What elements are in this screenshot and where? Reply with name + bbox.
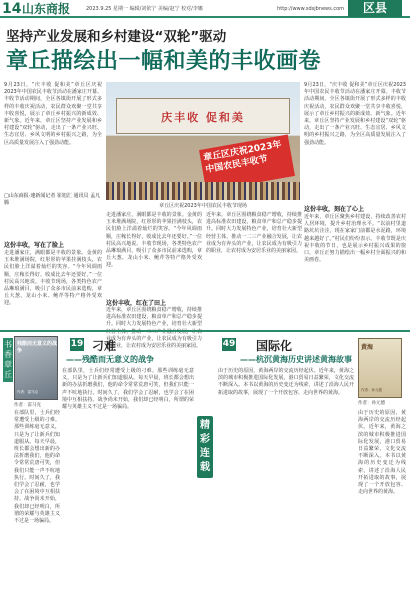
lead-body-mid: 走进潘家庄，满眼都是丰收的景象。金黄的玉米堆满场院，红彤彤的苹果挂满枝头，农民们脸上洋溢着灿烂的笑容。“今年风调雨顺，庄稼长得好，收成比去年还要好。”一位村民高兴地说。丰收节现场，各类特色农产品琳琅满目，吸引了众多市民前来选购，章丘大葱、龙山小米、鲍芹等特产格外受欢迎。 [106, 212, 202, 269]
book-cover-left [14, 336, 58, 400]
lead-intro: 9月23日，“庆丰收 促和美”章丘区庆祝2023年中国农民丰收节活动在潘家庄开幕。丰收节活动期间，全区各镇街开展了形式多样的丰收庆祝活动，农民群众欢聚一堂共享丰收喜悦，展示了章丘乡村振兴的新成效、新气象。近年来，章丘区坚持产业发展和乡村建设“双轮”驱动，走出了一条产业兴旺、生态宜居、乡风文明的乡村振兴之路，为全区高质量发展注入了强劲动能。 [4, 82, 102, 146]
lead-body-left: 走进潘家庄，满眼都是丰收的景象。金黄的玉米堆满场院，红彤彤的苹果挂满枝头，农民们脸上洋溢着灿烂的笑容。“今年风调雨顺，庄稼长得好，收成比去年还要好。”一位村民高兴地说。丰收节现场，各类特色农产品琳琅满目，吸引了众多市民前来选购，章丘大葱、龙山小米、鲍芹等特产格外受欢迎。 [4, 250, 102, 307]
book-left-number: 19 [70, 339, 84, 349]
photo-caption: 章丘区庆祝2023年中国农民丰收节现场 [159, 203, 247, 209]
lead-body-far-2: 近年来，章丘区聚焦乡村建设，持续改善农村人居环境，提升乡村治理水平。“以前村里道路坑坑洼洼，现在家家门前都是水泥路，环境越来越好了。”村民们纷纷表示。丰收节既是庆祝丰收的节日，也是展示乡村振兴成果的窗口，章丘正努力描绘出一幅乡村全面振兴的和美画卷。 [304, 214, 406, 264]
book-left-body-col1: 在部队里，士兵们经常遭受上级的刁难。那些训练毫无意义，只是为了让新兵们知道服从。每天早晨，班长都会想出新的办法折磨我们，他的命令常常荒唐可笑，但我们只能一声不吭地执行。时间久了，我们学会了忍耐，也学会了在困境中互相扶持。战争尚未开始，我们却已经明白，所谓的荣耀与英雄主义不过是一场骗局。 [14, 410, 60, 525]
lead-kicker: 坚持产业发展和乡村建设“双轮”驱动 [6, 29, 227, 45]
lead-subhead-1: 这份丰收，写在了脸上 [4, 242, 65, 249]
photo-crowd [106, 182, 300, 200]
book-left-title: 刁难 [92, 339, 117, 353]
book-cover-right-title: 黄海 [361, 344, 374, 351]
book-right-body-col: 由于历史的原因，黄海两岸的交流历经起伏。近年来，黄海之滨的城市积极推进国际化发展，港口贸易日益繁荣，文化交流不断深入。本书以黄海的历史变迁为线索，讲述了沿海人民开拓进取的故事，展现了一个开放包容、走向世界的黄海。 [358, 410, 406, 496]
book-cover-left-author: 作者：雷马克 [17, 390, 38, 394]
photo-gate [116, 98, 290, 134]
lead-body-far-1: 9月23日，“庆丰收 促和美”章丘区庆祝2023年中国农民丰收节活动在潘家庄开幕。丰收节活动期间，全区各镇街开展了形式多样的丰收庆祝活动，农民群众欢聚一堂共享丰收喜悦，展示了章丘乡村振兴的新成效、新气象。近年来，章丘区坚持产业发展和乡村建设“双轮”驱动，走出了一条产业兴旺、生态宜居、乡风文明的乡村振兴之路，为全区高质量发展注入了强劲动能。 [304, 82, 406, 146]
newspaper-name: 山东商报 [22, 2, 71, 16]
section-divider [0, 330, 410, 332]
book-cover-right [358, 338, 402, 398]
book-right-title: 国际化 [256, 339, 293, 353]
page-header [0, 0, 410, 18]
lead-photo [106, 82, 300, 200]
section-tag: 区县 [348, 0, 402, 17]
book-right-subtitle: ——杭沉黄海历史讲述黄海故事 [240, 355, 352, 364]
photo-banner: 章丘区庆祝2023年中国农民丰收节 [199, 135, 295, 192]
photo-gate-text: 庆丰收 促和美 [161, 111, 245, 124]
page-number: 14 [2, 1, 22, 17]
lead-body-right: 近年来，章丘区围绕粮食稳产增收，持续推进高标准农田建设，粮食单产和总产稳步提升。同时大力发展特色产业，培育壮大新型经营主体，推动一二三产业融合发展，让农业成为有奔头的产业，让农民成为有吸引力的职业，让农村成为安居乐业的美丽家园。 [206, 212, 302, 255]
website-url[interactable]: http://www.sdsjbnews.com [277, 6, 344, 12]
book-right-number: 49 [222, 339, 236, 349]
sidebar-label: 书香章丘 [3, 338, 13, 382]
lead-byline: □山东商报·速新闻记者 崔旭汇 通讯员 孟凡腾 [4, 193, 101, 206]
lead-subhead-3: 这份丰收，刻在了心上 [304, 206, 365, 213]
book-cover-left-title: 残酷而无意义的战争 [17, 341, 58, 354]
lead-subhead-2: 这份丰收，红在了田上 [106, 300, 167, 307]
serial-label: 精彩连载 [197, 416, 213, 478]
lead-headline: 章丘描绘出一幅和美的丰收画卷 [6, 49, 322, 74]
book-cover-right-author: 作者：孙元德 [361, 388, 382, 392]
issue-meta: 2023.9.25 星期一 编辑/刘依宁 美编/赵宁 校对/李娜 [86, 6, 203, 12]
book-left-body: 在部队里，士兵们经常遭受上级的刁难。那些训练毫无意义，只是为了让新兵们知道服从。每天早晨，班长都会想出新的办法折磨我们，他的命令常常荒唐可笑，但我们只能一声不吭地执行。时间久了，我们学会了忍耐，也学会了在困境中互相扶持。战争尚未开始，我们却已经明白，所谓的荣耀与英雄主义不过是一场骗局。 [62, 368, 194, 411]
book-right-body: 由于历史的原因，黄海两岸的交流历经起伏。近年来，黄海之滨的城市积极推进国际化发展，港口贸易日益繁荣，文化交流不断深入。本书以黄海的历史变迁为线索，讲述了沿海人民开拓进取的故事，展现了一个开放包容、走向世界的黄海。 [218, 368, 354, 396]
lead-body-mid-2: 近年来，章丘区围绕粮食稳产增收，持续推进高标准农田建设，粮食单产和总产稳步提升。同时大力发展特色产业，培育壮大新型 业成为有奔头的产业，让农民成为有吸引力的职业，让农村成为安居乐业的美丽家园。 [106, 307, 202, 350]
book-left-subtitle: ——残酷而无意义的战争 [66, 355, 154, 364]
book-left-author-note: 作者：雷马克 [14, 403, 41, 408]
book-right-author-note: 作者：孙元德 [358, 401, 385, 406]
